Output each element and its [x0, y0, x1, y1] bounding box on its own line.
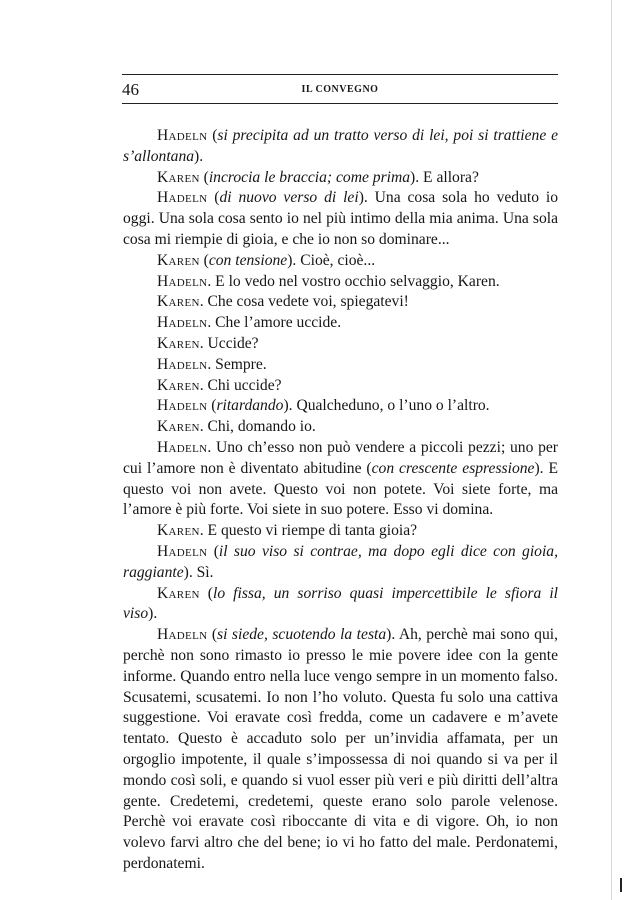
stage-direction: ritardando — [216, 397, 284, 415]
stage-direction: si siede, scuotendo la testa — [217, 626, 387, 644]
paragraph-text: ( — [207, 397, 217, 415]
paragraph-text: . Che l’amore uccide. — [207, 314, 342, 332]
speaker-name: Hadeln — [157, 542, 208, 560]
speaker-name: Karen — [157, 418, 200, 436]
dialogue-paragraph — [123, 188, 558, 250]
paragraph-text: . Chi uccide? — [199, 376, 282, 394]
paragraph-text: ). E questo voi non avete. Questo voi non potete. Voi siete forte, ma l’amore è più forte. Voi siete in suo potere. Esso vi domina. — [123, 459, 559, 519]
speaker-name: Karen — [157, 251, 200, 269]
header-rule-bottom — [122, 103, 558, 104]
paragraph-text: ). Qualcheduno, o l’uno o l’altro. — [283, 397, 490, 415]
dialogue-paragraph — [123, 251, 558, 272]
stage-direction: il suo viso si contrae, ma dopo egli dice con gioia, raggiante — [123, 542, 558, 581]
speaker-name: Hadeln — [157, 189, 208, 207]
paragraph-text: ). — [148, 605, 158, 623]
paragraph-text: ). E allora? — [410, 168, 479, 186]
dialogue-paragraph — [123, 168, 558, 189]
paragraph-text: ( — [203, 251, 209, 269]
speaker-name: Karen — [157, 376, 200, 394]
speaker-name: Hadeln — [157, 397, 208, 415]
paragraph-text: ( — [199, 584, 213, 602]
page-number: 46 — [122, 80, 139, 99]
page-edge-mark — [620, 878, 622, 892]
paragraph-text: ( — [207, 626, 218, 644]
paragraph-text: ( — [214, 189, 220, 207]
speaker-name: Hadeln — [157, 127, 208, 144]
speaker-name: Karen — [157, 168, 200, 186]
speaker-name: Hadeln — [157, 314, 208, 332]
paragraph-text: . Che cosa vedete voi, spiegatevi! — [199, 293, 409, 311]
paragraph-text: . Uno ch’esso non può vendere a piccoli pezzi; uno per cui l’amore non è diventato abitudine ( — [123, 438, 558, 477]
speaker-name: Karen — [157, 584, 200, 602]
speaker-name: Karen — [157, 334, 200, 352]
paragraph-text: . E questo vi riempe di tanta gioia? — [199, 522, 418, 540]
paragraph-text: . Uccide? — [199, 334, 259, 352]
page-edge-line — [611, 0, 612, 900]
dialogue-paragraph — [123, 126, 558, 168]
paragraph-text: ). Sì. — [183, 563, 214, 581]
paragraph-text: ). — [194, 147, 204, 165]
speaker-name: Hadeln — [157, 438, 208, 456]
paragraph-text: ( — [203, 168, 209, 186]
paragraph-text: ). Ah, perchè mai sono qui, perchè non sono rimasto io presso le mie povere idee con la gente informe. Quando entro nella luce vengo sempre in un momento falso. Scusatemi, scusatemi. Io non l’ho voluto. Questa fu solo una cattiva suggestione. Voi eravate così fredda, come un cadavere e m’avete tentato. Questo è accaduto solo per un’invidia affamata, per un orgoglio impotente, il quale s’impossessa di noi quando si va per il mondo così soli, e quando si vuol esser più veri e più diritti dell’altra gente. Credetemi, credetemi, queste erano solo parole velenose. Perchè voi eravate così riboccante di vita e di vigore. Oh, io non volevo farvi altro che del bene; io vi ho fatto del male. Perdonatemi, perdonatemi. — [123, 626, 558, 872]
stage-direction: con tensione — [208, 251, 288, 269]
page-header — [122, 72, 558, 106]
paragraph-text: ( — [207, 542, 219, 560]
dialogue-paragraph — [123, 313, 558, 334]
stage-direction: incrocia le braccia; come prima — [208, 168, 411, 186]
paragraph-text: ( — [212, 127, 218, 144]
stage-direction: di nuovo verso di lei — [219, 189, 359, 207]
dialogue-paragraph — [123, 334, 558, 355]
paragraph-text: ). Cioè, cioè... — [287, 251, 376, 269]
speaker-name: Karen — [157, 522, 200, 540]
stage-direction: si precipita ad un tratto verso di lei, poi si trattiene e s’allontana — [123, 127, 558, 165]
dialogue-paragraph — [123, 272, 558, 293]
paragraph-text: . E lo vedo nel vostro occhio selvaggio, Karen. — [207, 272, 500, 290]
speaker-name: Hadeln — [157, 626, 208, 644]
dialogue-paragraph — [123, 376, 558, 397]
paragraph-text: . Sempre. — [207, 355, 267, 373]
stage-direction: con crescente espressione — [371, 459, 535, 477]
speaker-name: Hadeln — [157, 355, 208, 373]
speaker-name: Hadeln — [157, 272, 208, 290]
header-rule-top — [122, 74, 558, 75]
dialogue-paragraph — [123, 521, 558, 542]
dialogue-paragraph — [123, 625, 558, 875]
speaker-name: Karen — [157, 293, 200, 311]
dialogue-paragraph — [123, 584, 558, 626]
dialogue-paragraph — [123, 292, 558, 313]
paragraph-text: . Chi, domando io. — [199, 418, 316, 436]
stage-direction: lo fissa, un sorriso quasi impercettibile le sfiora il viso — [123, 584, 558, 623]
dialogue-paragraph — [123, 417, 558, 438]
running-title: IL CONVEGNO — [301, 84, 379, 95]
paragraph-text: ). Una cosa sola ho veduto io oggi. Una sola cosa sento io nel più intimo della mia anima. Una sola cosa mi riempie di gioia, e che io non so dominare... — [123, 189, 559, 248]
dialogue-text — [123, 126, 558, 875]
dialogue-paragraph — [123, 396, 558, 417]
dialogue-paragraph — [123, 542, 558, 584]
dialogue-paragraph — [123, 355, 558, 376]
dialogue-paragraph — [123, 438, 558, 521]
